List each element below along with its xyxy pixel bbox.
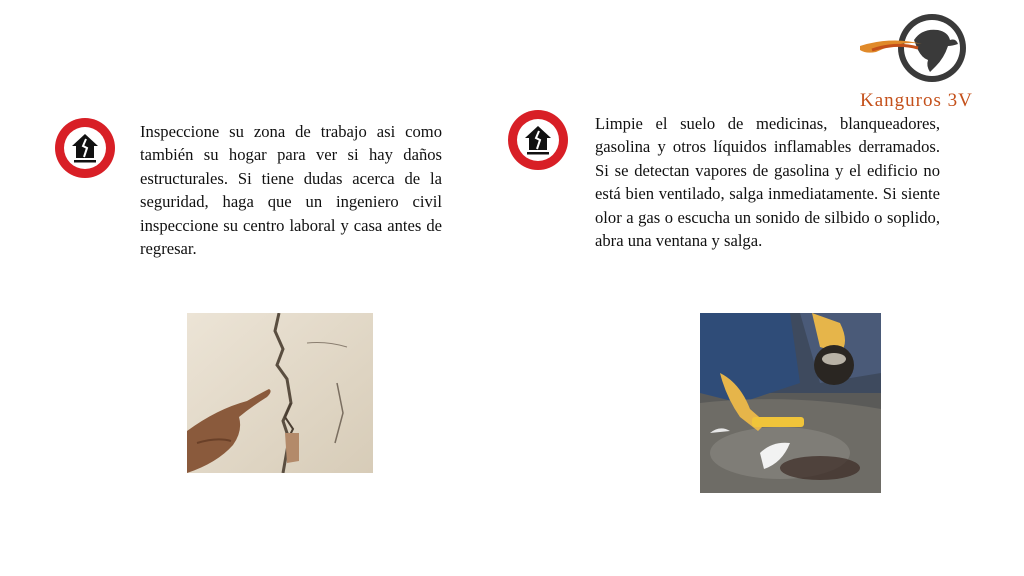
cracked-wall-photo [187, 313, 373, 473]
kangaroo-logo-icon [852, 10, 1012, 90]
damaged-house-warning-icon [505, 107, 571, 173]
floor-cleaning-photo [700, 313, 881, 493]
kanguros-logo [852, 10, 1012, 110]
brand-name: Kanguros 3V [860, 90, 973, 111]
flammable-liquids-text: Limpie el suelo de medicinas, blanqueadores, gasolina y otros líquidos inflamables derramados. Si se detectan vapores de gasolina y el edificio no está bien ventilado, salga inmediatamente. Si siente olor a gas o escucha un sonido de silbido o soplido, abra una ventana y salga. [595, 114, 940, 251]
damaged-house-warning-icon [52, 115, 118, 181]
structural-inspection-text: Inspeccione su zona de trabajo asi como también su hogar para ver si hay daños estructurales. Si tiene dudas acerca de la seguridad, haga que un ingeniero civil inspeccione su centro laboral y casa antes de regresar. [140, 122, 442, 259]
